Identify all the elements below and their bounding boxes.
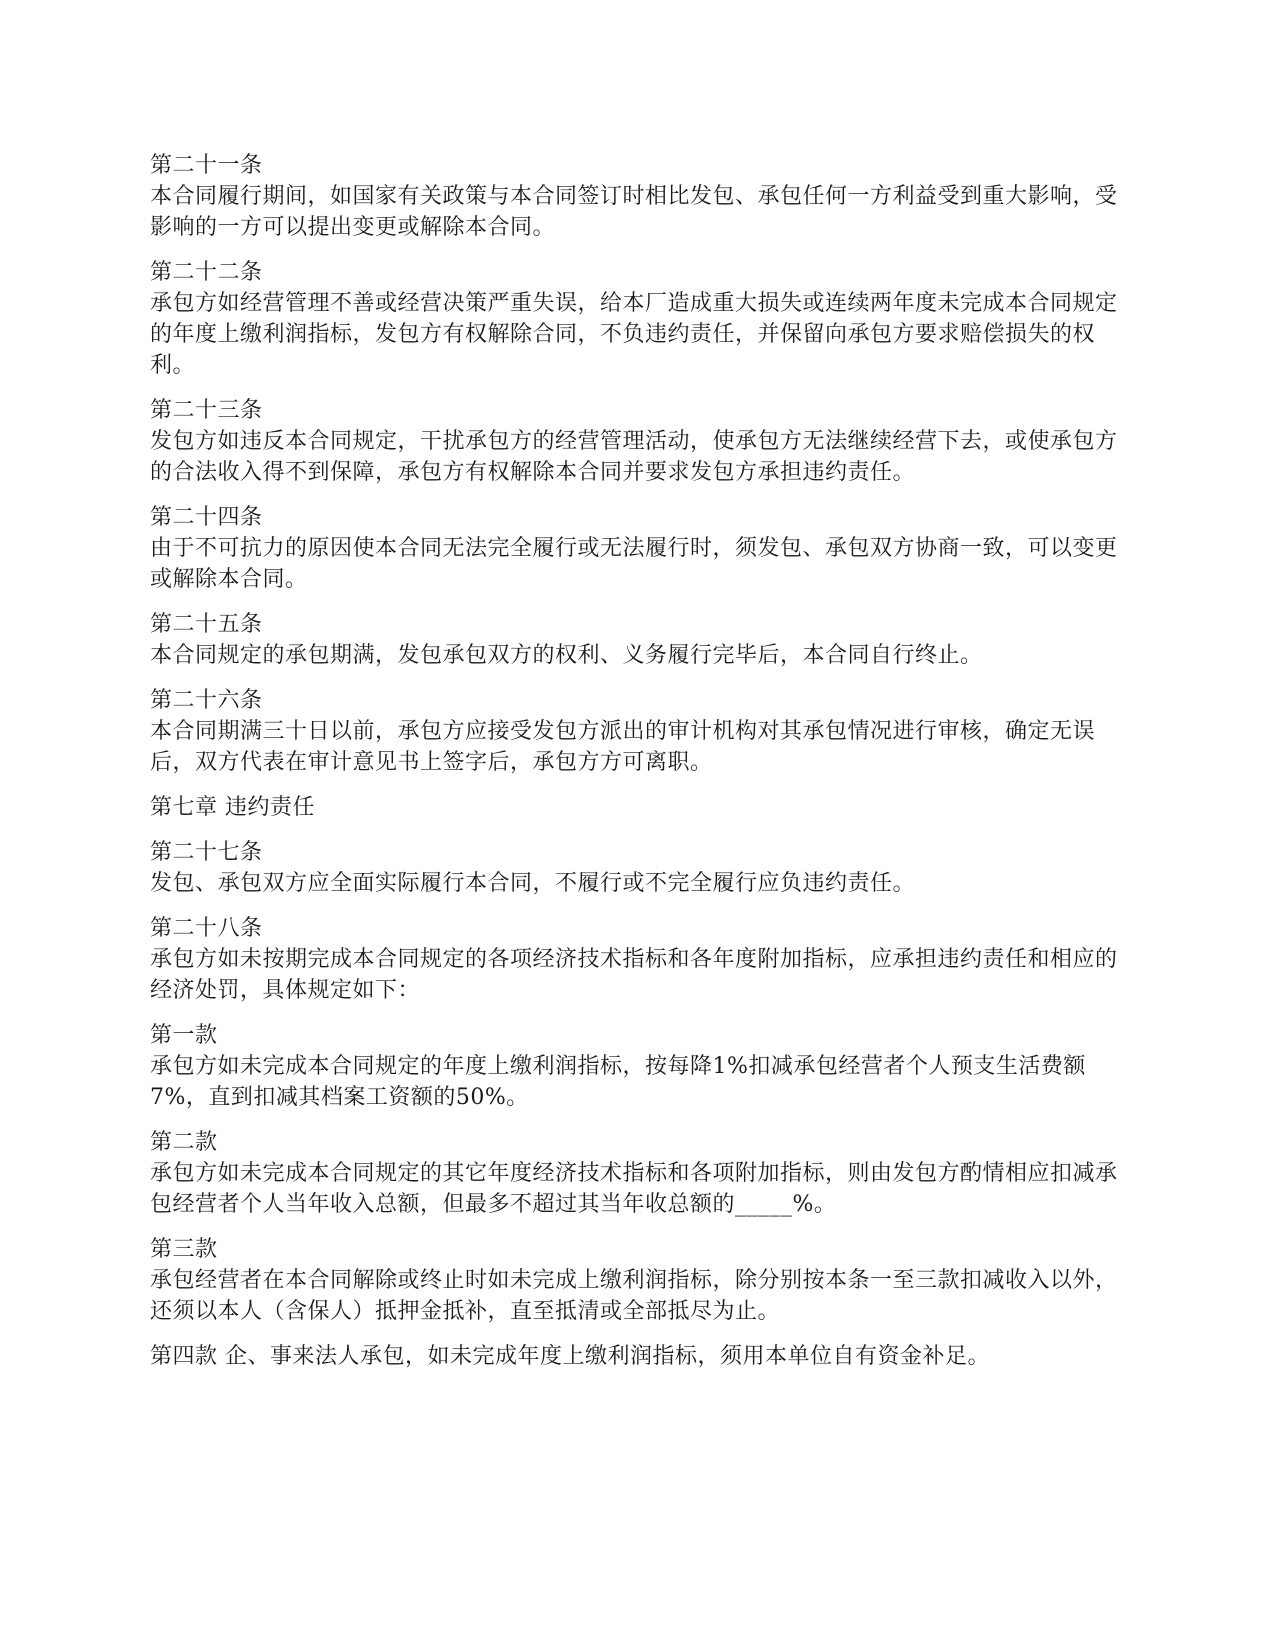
- article-text: 承包方如未按期完成本合同规定的各项经济技术指标和各年度附加指标，应承担违约责任和相应的经济处罚，具体规定如下：: [150, 947, 1118, 1003]
- clause-text: 承包方如未完成本合同规定的年度上缴利润指标，按每降1%扣减承包经营者个人预支生活费额7%，直到扣减其档案工资额的50%。: [150, 1054, 1086, 1110]
- article-text: 发包、承包双方应全面实际履行本合同，不履行或不完全履行应负违约责任。: [150, 871, 916, 896]
- article-text: 发包方如违反本合同规定，干扰承包方的经营管理活动，使承包方无法继续经营下去，或使承包方的合法收入得不到保障，承包方有权解除本合同并要求发包方承担违约责任。: [150, 429, 1118, 485]
- clause-text: 承包方如未完成本合同规定的其它年度经济技术指标和各项附加指标，则由发包方酌情相应扣减承包经营者个人当年收入总额，但最多不超过其当年收总额的_____%。: [150, 1161, 1118, 1217]
- article-27: [150, 837, 1120, 899]
- article-heading: 第二十三条: [150, 398, 263, 423]
- article-heading: 第二十四条: [150, 505, 263, 530]
- article-28: [150, 913, 1120, 1006]
- article-text: 承包方如经营管理不善或经营决策严重失误，给本厂造成重大损失或连续两年度未完成本合同规定的年度上缴利润指标，发包方有权解除合同，不负违约责任，并保留向承包方要求赔偿损失的权利。: [150, 291, 1118, 378]
- clause-2: [150, 1127, 1120, 1220]
- clause-text: 承包经营者在本合同解除或终止时如未完成上缴利润指标，除分别按本条一至三款扣减收入以外，还须以本人（含保人）抵押金抵补，直至抵清或全部抵尽为止。: [150, 1268, 1118, 1324]
- article-23: [150, 395, 1120, 488]
- article-text: 由于不可抗力的原因使本合同无法完全履行或无法履行时，须发包、承包双方协商一致，可以变更或解除本合同。: [150, 536, 1118, 592]
- article-text: 本合同履行期间，如国家有关政策与本合同签订时相比发包、承包任何一方利益受到重大影响，受影响的一方可以提出变更或解除本合同。: [150, 184, 1118, 240]
- article-heading: 第二十六条: [150, 688, 263, 713]
- clause-3: [150, 1234, 1120, 1327]
- clause-text: 第四款 企、事来法人承包，如未完成年度上缴利润指标，须用本单位自有资金补足。: [150, 1344, 990, 1369]
- chapter-title: 第七章 违约责任: [150, 795, 315, 820]
- clause-heading: 第二款: [150, 1130, 218, 1155]
- clause-4: [150, 1341, 1120, 1372]
- clause-1: [150, 1020, 1120, 1113]
- article-heading: 第二十七条: [150, 840, 263, 865]
- article-heading: 第二十八条: [150, 916, 263, 941]
- article-text: 本合同规定的承包期满，发包承包双方的权利、义务履行完毕后，本合同自行终止。: [150, 643, 983, 668]
- clause-heading: 第一款: [150, 1023, 218, 1048]
- article-heading: 第二十二条: [150, 260, 263, 285]
- clause-heading: 第三款: [150, 1237, 218, 1262]
- article-22: [150, 257, 1120, 381]
- article-21: [150, 150, 1120, 243]
- article-24: [150, 502, 1120, 595]
- article-26: [150, 685, 1120, 778]
- article-heading: 第二十一条: [150, 153, 263, 178]
- article-25: [150, 609, 1120, 671]
- document-page: [150, 150, 1120, 1386]
- article-heading: 第二十五条: [150, 612, 263, 637]
- article-text: 本合同期满三十日以前，承包方应接受发包方派出的审计机构对其承包情况进行审核，确定无误后，双方代表在审计意见书上签字后，承包方方可离职。: [150, 719, 1096, 775]
